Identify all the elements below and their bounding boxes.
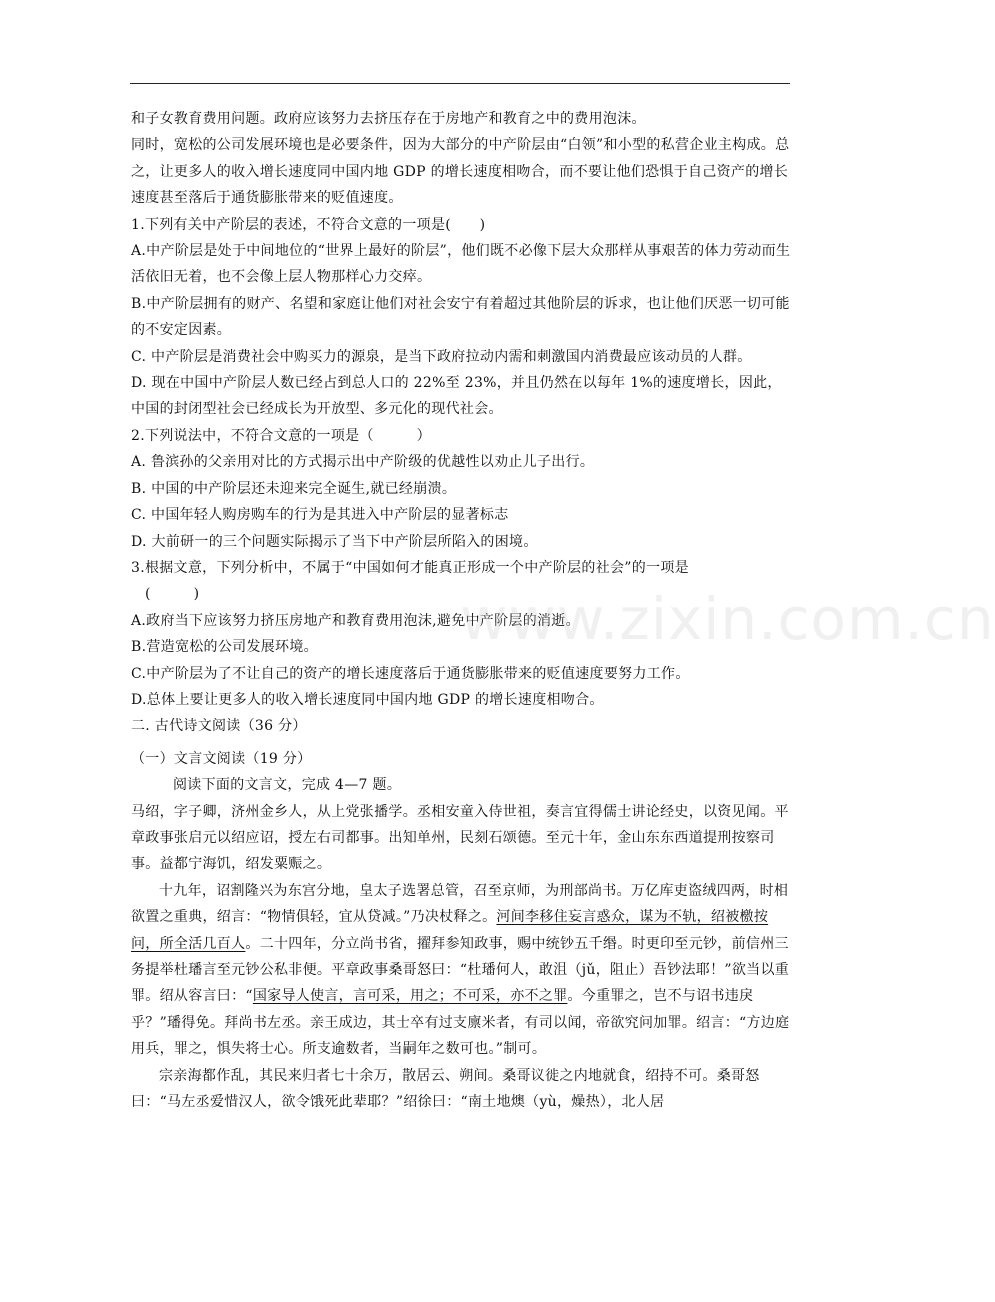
classical-paragraph-1: 马绍，字子卿，济州金乡人，从上党张播学。丞相安童入侍世祖，奏言宜得儒士讲论经史，以资见闻。平章政事张启元以绍应诏，授左右司都事。出知单州，民刻石颂德。至元十年，金山东东西道提刑按察司事。益都宁海饥，绍发粟赈之。 xyxy=(131,803,789,873)
classical-p2-part-a: 十九年，诏割隆兴为东宫分地，皇太子选署总管，召至京师，为刑部尚书。万亿库吏盗绒四两，时相欲置之重典，绍言：“物情俱轻，宜从贷减。”乃决杖释之。 xyxy=(131,882,789,926)
section-2-instruction: 阅读下面的文言文，完成 4—7 题。 xyxy=(173,777,402,794)
question-1-option-d: D. 现在中国中产阶层人数已经占到总人口的 22%至 23%，并且仍然在以每年 1%的速度增长，因此，中国的封闭型社会已经成长为开放型、多元化的现代社会。 xyxy=(131,375,782,418)
classical-paragraph-3: 宗亲海都作乱，其民来归者七十余万，散居云、朔间。桑哥议徙之内地就食，绍持不可。桑哥怒曰：“马左丞爱惜汉人，欲令饿死此辈耶？”绍徐曰：“南土地燠（yù，燥热），北人居 xyxy=(131,1067,760,1111)
question-2-option-b: B. 中国的中产阶层还未迎来完全诞生,就已经崩溃。 xyxy=(131,480,457,497)
watermark: www.zixin.com.cn xyxy=(460,585,995,653)
question-3-option-a: A.政府当下应该努力挤压房地产和教育费用泡沫,避免中产阶层的消逝。 xyxy=(131,612,580,629)
underlined-sentence-1: 河间李移住妄言惑众，谋为不轨，绍被檄按问，所全活几百人 xyxy=(131,909,769,952)
question-1-stem: 1.下列有关中产阶层的表述，不符合文意的一项是( ) xyxy=(131,216,486,233)
passage-tail-paragraph: 同时，宽松的公司发展环境也是必要条件，因为大部分的中产阶层由“白领”和小型的私营企业主构成。总之，让更多人的收入增长速度同中国内地 GDP 的增长速度相吻合，而不要让他们恐惧于自己资产的增长速度甚至落后于通货膨胀带来的贬值速度。 xyxy=(131,137,790,207)
classical-p2-part-b: 。二十四年，分立尚书省，擢拜参知政事，赐中统钞五千缗。时更印至元钞，前信州三务提举杜璠言至元钞公私非便。平章政事桑哥怒曰：“杜璠何人，敢沮（jǔ，阻止）吾钞法耶！”欲当以重罪。绍从容言曰：“ xyxy=(131,935,790,1005)
question-1-option-a: A.中产阶层是处于中间地位的“世界上最好的阶层”，他们既不必像下层大众那样从事艰苦的体力劳动而生活依旧无着，也不会像上层人物那样心力交瘁。 xyxy=(131,243,791,286)
question-2-option-a: A. 鲁滨孙的父亲用对比的方式揭示出中产阶级的优越性以劝止儿子出行。 xyxy=(131,454,595,471)
document-body xyxy=(131,106,793,1115)
question-3-stem: 3.根据文意，下列分析中，不属于“中国如何才能真正形成一个中产阶层的社会”的一项是 xyxy=(131,559,689,576)
question-2-option-d: D. 大前研一的三个问题实际揭示了当下中产阶层所陷入的困境。 xyxy=(131,533,538,550)
question-3-option-c: C.中产阶层为了不让自己的资产的增长速度落后于通货膨胀带来的贬值速度要努力工作。 xyxy=(131,665,690,682)
classical-p2-part-c: 。今重罪之，岂不与诏书违戾乎？”璠得免。拜尚书左丞。亲王成边，其士卒有过支廪米者，有司以闻，帝欲究问加罪。绍言：“方边庭用兵，罪之，惧失将士心。所支逾数者，当嗣年之数可也。”制可。 xyxy=(131,988,790,1058)
question-1-option-b: B.中产阶层拥有的财产、名望和家庭让他们对社会安宁有着超过其他阶层的诉求，也让他们厌恶一切可能的不安定因素。 xyxy=(131,295,790,339)
question-1-option-c: C. 中产阶层是消费社会中购买力的源泉，是当下政府拉动内需和刺激国内消费最应该动员的人群。 xyxy=(131,348,752,365)
question-3-blank: ( ) xyxy=(145,586,200,603)
underlined-sentence-2: 国家导人使言，言可采，用之；不可采，亦不之罪 xyxy=(252,988,568,1005)
header-rule xyxy=(130,83,790,84)
classical-paragraph-2 xyxy=(131,878,793,1063)
passage-tail-line-1: 和子女教育费用问题。政府应该努力去挤压存在于房地产和教育之中的费用泡沫。 xyxy=(131,111,646,127)
question-2-option-c: C. 中国年轻人购房购车的行为是其进入中产阶层的显著标志 xyxy=(131,507,509,524)
question-3-option-b: B.营造宽松的公司发展环境。 xyxy=(131,639,318,656)
question-2-stem: 2.下列说法中，不符合文意的一项是（ ） xyxy=(131,427,431,444)
question-3-option-d: D.总体上要让更多人的收入增长速度同中国内地 GDP 的增长速度相吻合。 xyxy=(131,691,604,708)
section-2-title: 二. 古代诗文阅读（36 分） xyxy=(131,718,307,735)
section-2-subtitle: （一）文言文阅读（19 分） xyxy=(131,750,312,767)
